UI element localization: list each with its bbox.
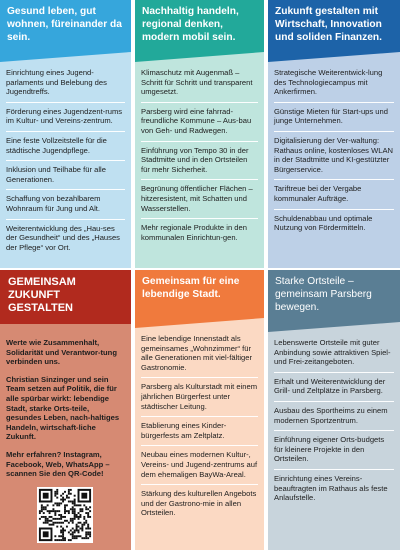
list-item: Parsberg als Kulturstadt mit einem jährlichen Bürgerfest unter städtischer Leitung. xyxy=(141,377,258,416)
list-item: Förderung eines Jugendzent-rums im Kultur- und Vereins-zentrum. xyxy=(6,102,125,131)
list-item: Strategische Weiterentwick-lung des Technologiecampus mit Ankerfirmen. xyxy=(274,68,383,97)
list-item: Weiterentwicklung des „Hau-ses der Gesundheit“ und des „Hauses der Pflege“ vor Ort. xyxy=(6,219,125,258)
list-item: Einführung von Tempo 30 in der Stadtmitte und in den Ortsteilen für mehr Sicherheit. xyxy=(141,141,258,180)
header-pointer xyxy=(268,52,400,62)
paragraph: Mehr erfahren? Instagram, Facebook, Web, WhatsApp – scannen Sie den QR-Code! xyxy=(6,449,110,479)
list-item: Eine feste Vollzeitstelle für die städtische Jugendpflege. xyxy=(6,131,125,160)
column-title: Nachhaltig handeln, regional denken, modern mobil sein. xyxy=(142,6,239,43)
column-title: Zukunft gestalten mit Wirtschaft, Innovation und soliden Finanzen. xyxy=(275,6,382,43)
column-sustainability xyxy=(135,0,264,268)
column-economy xyxy=(268,0,400,268)
item-list xyxy=(274,64,394,238)
list-item: Einrichtung eines Vereins-beauftragten im Rathaus als feste Anlaufstelle. xyxy=(274,469,394,508)
column-lively-town xyxy=(135,270,264,550)
item-list xyxy=(141,330,258,523)
list-item: Lebenswerte Ortsteile mit guter Anbindung sowie attraktiven Spiel- und Frei-zeitangeboten. xyxy=(274,338,391,367)
intro-text xyxy=(6,338,123,487)
list-item: Etablierung eines Kinder-bürgerfests am Zeltplatz. xyxy=(141,416,258,445)
list-item: Günstige Mieten für Start-ups und junge Unternehmen. xyxy=(274,102,394,131)
column-header xyxy=(268,0,400,52)
list-item: Klimaschutz mit Augenmaß – Schritt für Schritt und transparent umgesetzt. xyxy=(141,68,253,97)
list-item: Digitalisierung der Ver-waltung: Rathaus online, kostenloses WLAN in der Stadtmitte und KI-gestützter Bürgerservice. xyxy=(274,131,394,179)
item-list xyxy=(6,64,125,257)
header-pointer xyxy=(268,322,400,332)
header-pointer xyxy=(135,318,264,328)
list-item: Eine lebendige Innenstadt als gemeinsames „Wohnzimmer“ für alle Generationen mit viel-fältiger Gastronomie. xyxy=(141,334,253,372)
list-item: Parsberg wird eine fahrrad-freundliche Kommune – Aus-bau von Geh- und Radwegen. xyxy=(141,102,258,141)
column-header xyxy=(135,270,264,318)
column-districts xyxy=(268,270,400,550)
header-pointer xyxy=(135,52,264,62)
header-pointer xyxy=(0,52,131,62)
list-item: Tariftreue bei der Vergabe kommunaler Aufträge. xyxy=(274,179,394,208)
title-line: GEMEINSAM xyxy=(8,276,76,288)
column-header xyxy=(0,0,131,52)
list-item: Stärkung des kulturellen Angebots und der Gastrono-mie in allen Ortsteilen. xyxy=(141,484,258,523)
list-item: Begrünung öffentlicher Flächen – hitzeresistent, mit Schatten und Wasserstellen. xyxy=(141,179,258,218)
column-header xyxy=(135,0,264,52)
list-item: Erhalt und Weiterentwicklung der Grill- und Zeltplätze in Parsberg. xyxy=(274,372,394,401)
list-item: Einrichtung eines Jugend-parlaments und Belebung des Jugendtreffs. xyxy=(6,68,107,97)
qr-code-icon[interactable] xyxy=(37,487,93,543)
title-line: GESTALTEN xyxy=(8,302,73,314)
item-list xyxy=(274,334,394,508)
list-item: Ausbau des Sportheims zu einem modernen Sportzentrum. xyxy=(274,401,394,430)
paragraph: Christian Sinzinger und sein Team setzen auf Politik, die für alle spürbar wirkt: lebendige Stadt, starke Orts-teile, gesundes Leben, nach-haltiges Handeln, wirtschaft-liche Zukunft. xyxy=(6,374,120,442)
list-item: Mehr regionale Produkte in den kommunalen Einrichtun-gen. xyxy=(141,218,258,247)
list-item: Schaffung von bezahlbarem Wohnraum für Jung und Alt. xyxy=(6,189,125,218)
list-item: Einführung eigener Orts-budgets für kleinere Projekte in den Ortsteilen. xyxy=(274,430,394,469)
column-title: Gemeinsam für eine lebendige Stadt. xyxy=(142,276,240,300)
list-item: Inklusion und Teilhabe für alle Generationen. xyxy=(6,160,125,189)
column-health-living xyxy=(0,0,131,268)
title-line: ZUKUNFT xyxy=(8,289,60,301)
item-list xyxy=(141,64,258,247)
list-item: Schuldenabbau und optimale Nutzung von Fördermitteln. xyxy=(274,209,394,238)
column-title: Gesund leben, gut wohnen, füreinander da sein. xyxy=(7,6,122,43)
column-header xyxy=(0,270,131,324)
list-item: Neubau eines modernen Kultur-, Vereins- und Jugend-zentrums auf dem ehemaligen BayWa-Areal. xyxy=(141,445,258,484)
paragraph: Werte wie Zusammenhalt, Solidarität und Verantwor-tung verbinden uns. xyxy=(6,338,117,367)
column-header xyxy=(268,270,400,322)
column-title: Starke Ortsteile – gemeinsam Parsberg bewegen. xyxy=(275,276,372,313)
